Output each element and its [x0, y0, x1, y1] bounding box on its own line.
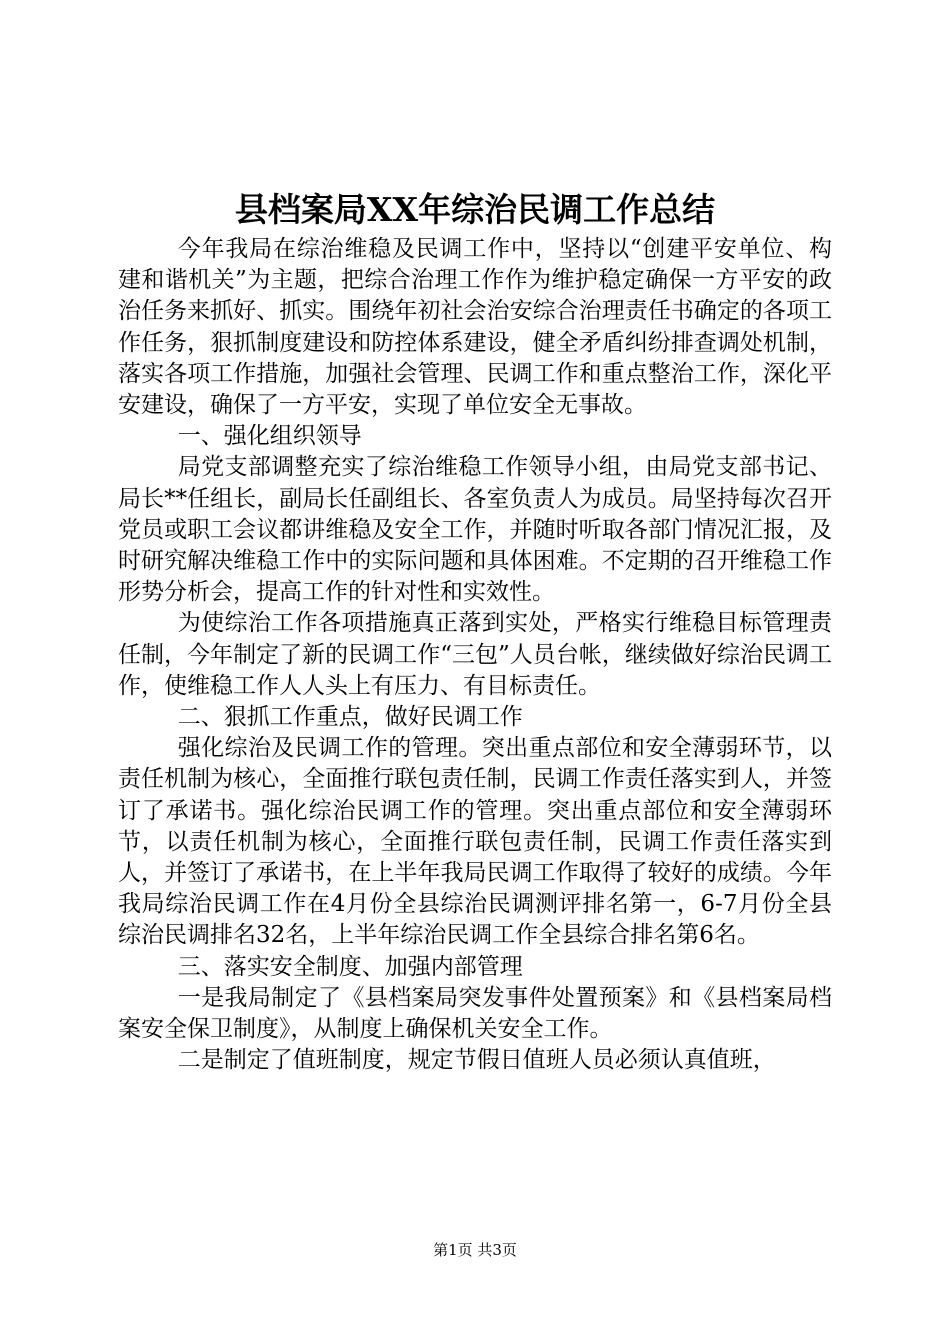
paragraph-plan: 一是我局制定了《县档案局突发事件处置预案》和《县档案局档案安全保卫制度》，从制度上确保机关安全工作。: [118, 984, 832, 1043]
paragraph-duty: 二是制定了值班制度，规定节假日值班人员必须认真值班，: [177, 1047, 776, 1074]
section-heading-1: 一、强化组织领导: [177, 423, 362, 450]
paragraph-responsibility: 为使综治工作各项措施真正落到实处，严格实行维稳目标管理责任制，今年制定了新的民调工作“三包”人员台帐，继续做好综治民调工作，使维稳工作人人头上有压力、有目标责任。: [118, 610, 832, 699]
document-title: 县档案局XX年综治民调工作总结: [234, 190, 716, 229]
paragraph-intro: 今年我局在综治维稳及民调工作中，坚持以“创建平安单位、构建和谐机关”为主题，把综合治理工作作为维护稳定确保一方平安的政治任务来抓好、抓实。围绕年初社会治安综合治理责任书确定的各项工作任务，狠抓制度建设和防控体系建设，健全矛盾纠纷排查调处机制，落实各项工作措施，加强社会管理、民调工作和重点整治工作，深化平安建设，确保了一方平安，实现了单位安全无事故。: [118, 236, 832, 419]
page-number: 第1页 共3页: [433, 1241, 517, 1259]
paragraph-mediation: 强化综治及民调工作的管理。突出重点部位和安全薄弱环节，以责任机制为核心，全面推行联包责任制，民调工作责任落实到人，并签订了承诺书。强化综治民调工作的管理。突出重点部位和安全薄弱环节，以责任机制为核心，全面推行联包责任制，民调工作责任落实到人，并签订了承诺书，在上半年我局民调工作取得了较好的成绩。今年我局综治民调工作在4月份全县综治民调测评排名第一，6-7月份全县综治民调排名32名，上半年综治民调工作全县综合排名第6名。: [118, 735, 832, 949]
section-heading-2: 二、狠抓工作重点，做好民调工作: [177, 704, 523, 731]
paragraph-organization: 局党支部调整充实了综治维稳工作领导小组，由局党支部书记、局长**任组长，副局长任副组长、各室负责人为成员。局坚持每次召开党员或职工会议都讲维稳及安全工作，并随时听取各部门情况汇报，及时研究解决维稳工作中的实际问题和具体困难。不定期的召开维稳工作形势分析会，提高工作的针对性和实效性。: [118, 454, 832, 606]
section-heading-3: 三、落实安全制度、加强内部管理: [177, 953, 523, 980]
document-body: [118, 234, 832, 1076]
